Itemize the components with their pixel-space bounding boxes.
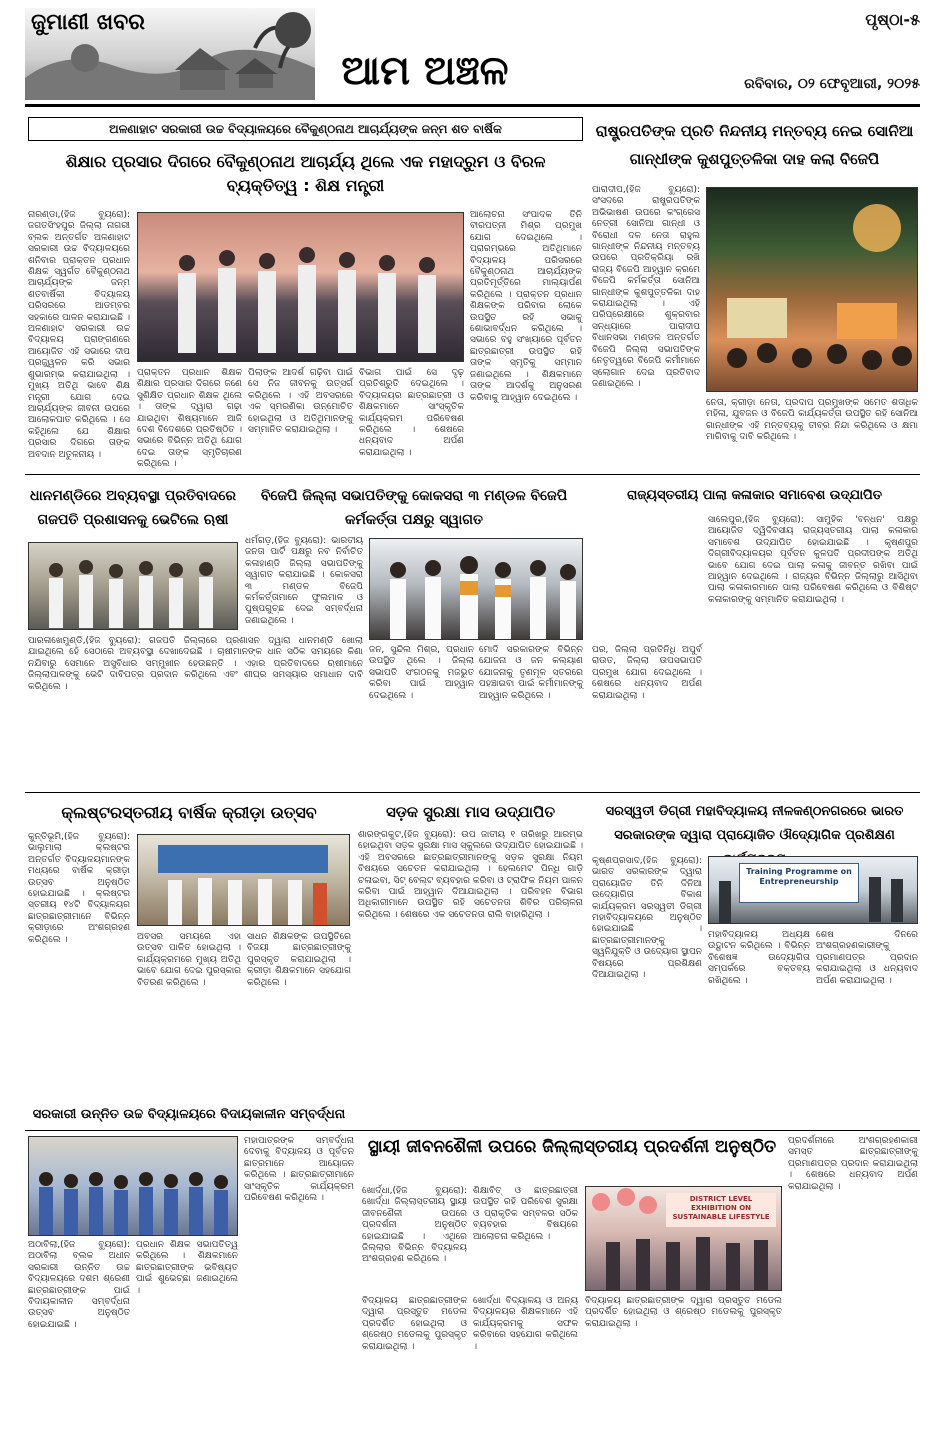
- story-8-banner: Training Programme on Entrepreneurship: [739, 863, 859, 903]
- story-9-col-1: ଅଠାବିଲା,(ହିଜ ବ୍ୟୁରୋ): ଅଠାବିଲା ବ୍ଲକ ଅଧୀନ ସରକାରୀ ଉନ୍ନିତ ଉଚ୍ଚ ବିଦ୍ୟାଳୟରେ ଦଶମ ଶ୍ରେଣୀ ଛାତ୍ରଛାତ୍ରୀଙ୍କ ପାଇଁ ବିଦାୟକାଳୀନ ସମ୍ବର୍ଦ୍ଧନା ଉତ୍ସବ ଅନୁଷ୍ଠିତ ହୋଇଯାଇଛି ।: [28, 1240, 130, 1330]
- page-label: ପୃଷ୍ଠା-୫: [865, 10, 920, 29]
- story-6-col-3: ସାଧନ ଶିକ୍ଷକଙ୍କ ଉପସ୍ଥିତିରେ ବିଜୟୀ ଛାତ୍ରଛାତ୍ରୀଙ୍କୁ ପୁରସ୍କୃତ କରାଯାଇଥିଲା । କ୍ରୀଡ଼ା ଶିକ୍ଷକମାନେ ସହଯୋଗ କରିଥିଲେ ।: [247, 932, 351, 988]
- story-9-col-3: ମହାପାତ୍ରଙ୍କ ସମ୍ବର୍ଦ୍ଧନା ଦେବାକୁ ବିଦ୍ୟାଳୟ ଓ ପୂର୍ବତନ ଛାତ୍ରମାନେ ଆୟୋଜନ କରିଥିଲେ । ଛାତ୍ରଛାତ୍ରୀମାନେ ସାଂସ୍କୃତିକ କାର୍ଯ୍ୟକ୍ରମ ପରିବେଷଣ କରିଥିଲେ ।: [244, 1136, 354, 1204]
- story-1-col-1: ନାରଣ୍ଡା,(ହିଜ ବ୍ୟୁରୋ): ଜଗତସିଂହପୁର ଜିଲ୍ଲା ନାଗରୀ ବ୍ଲକ ଅନ୍ତର୍ଗତ ଅଳଣାହାଟ ସରକାରୀ ଉଚ୍ଚ ବିଦ୍ୟାଳୟରେ ଶନିବାର ପ୍ରାକ୍ତନ ପ୍ରଧାନ ଶିକ୍ଷକ ସ୍ୱର୍ଗତ ବୈକୁଣ୍ଠନାଥ ଆଚାର୍ଯ୍ୟଙ୍କ ଜନ୍ମ ଶତବାର୍ଷିକୀ ବିଦ୍ୟାଳୟ ପରିସରରେ ଆଡମ୍ବର ସହକାରେ ପାଳନ କରାଯାଇଛି । ଅଳଣାହାଟ ସରକାରୀ ଉଚ୍ଚ ବିଦ୍ୟାଳୟ ପ୍ରାଙ୍ଗଣରେ ଆୟୋଜିତ ଏହି ସଭାରେ ଦୀପ ପ୍ରଜ୍ଜ୍ୱଳନ କରି ସଭାର ଶୁଭାରମ୍ଭ କରାଯାଇଥିଲା । ମୁଖ୍ୟ ଅତିଥି ଭାବେ ଶିକ୍ଷ ମନ୍ତ୍ରୀ ଯୋଗ ଦେଇ ଆଚାର୍ଯ୍ୟଙ୍କ ଜୀବନୀ ଉପରେ ଆଲୋକପାତ କରିଥିଲେ । ସେ କହିଥିଲେ ଯେ ଶିକ୍ଷାର ପ୍ରସାର ଦିଗରେ ତାଙ୍କ ଅବଦାନ ଅତୁଳନୀୟ ।: [28, 210, 130, 460]
- story-8-col-3: ଶେଷ ଦିନରେ ଅଂଶଗ୍ରହଣକାରୀଙ୍କୁ ପ୍ରମାଣପତ୍ର ପ୍ରଦାନ କରାଯାଇଥିଲା ଓ ଧନ୍ୟବାଦ ଅର୍ପଣ କରାଯାଇଥିଲା ।: [816, 930, 918, 986]
- story-1-col-2: ପ୍ରାକ୍ତନ ପ୍ରଧାନ ଶିକ୍ଷକ ଶିକ୍ଷାର ପ୍ରସାର ଦିଗରେ ଜଣେ ସୁଶିକ୍ଷିତ ପ୍ରଧାନ ଶିକ୍ଷକ ଥିଲେ । ତାଙ୍କ ଦ୍ୱାରା ଗଢ଼ା ଯାଇଥିବା ଶିଷ୍ୟମାନେ ଆଜି ଦେଶ ବିଦେଶରେ ପ୍ରତିଷ୍ଠିତ । ସଭାରେ ବିଭିନ୍ନ ଅତିଥି ଯୋଗ ଦେଇ ତାଙ୍କ ସ୍ମୃତିଚାରଣ କରିଥିଲେ ।: [137, 368, 242, 470]
- paper-name: ଜୁମାଣୀ ଖବର: [31, 10, 145, 35]
- story-4-photo: [369, 538, 583, 640]
- story-5-headline: ରାଜ୍ୟସ୍ତରୀୟ ପାଲା କଳାକାର ସମାବେଶ ଉଦ୍ଯାପିତ: [626, 488, 883, 503]
- story-6-col-2: ଅବସର ସମୟରେ ଏହା ଉତ୍ସବ ପାଳିତ ହୋଇଥିଲା । କାର୍ଯ୍ୟକ୍ରମରେ ମୁଖ୍ୟ ଅତିଥି ଭାବେ ଯୋଗ ଦେଇ ପୁରସ୍କାର ବିତରଣ କରିଥିଲେ ।: [137, 932, 241, 988]
- divider-3: [25, 1130, 920, 1131]
- story-10-photo: [585, 1186, 782, 1291]
- story-6-headline: କ୍ଲଷ୍ଟରସ୍ତରୀୟ ବାର୍ଷିକ କ୍ରୀଡ଼ା ଉତ୍ସବ: [61, 803, 317, 822]
- story-3-photo: [28, 542, 238, 630]
- story-4-col-1: ଧର୍ମଗଡ଼,(ହିଜ ବ୍ୟୁରୋ): ଭାରତୀୟ ଜନତା ପାର୍ଟି ପକ୍ଷରୁ ନବ ନିର୍ବାଚିତ କଳାହାଣ୍ଡି ଜିଲ୍ଲା ସଭାପତିଙ୍କୁ ସ୍ୱାଗତ କରାଯାଇଛି । କୋକସରା ୩ ମଣ୍ଡଳ ବିଜେପି କର୍ମକର୍ତ୍ତାମାନେ ଫୁଲମାଳ ଓ ପୁଷ୍ପଗୁଚ୍ଛ ଦେଇ ସମ୍ବର୍ଦ୍ଧନା ଜଣାଇଥିଲେ ।: [245, 536, 363, 626]
- story-2-headline: ରାଷ୍ଟ୍ରପତିଙ୍କ ପ୍ରତି ନିନ୍ଦନୀୟ ମନ୍ତବ୍ୟ ନେଇ ସୋନିଆ ଗାନ୍ଧୀଙ୍କ କୁଶପୁତ୍ତଳିକା ଦାହ କଲା ବିଜେପି: [595, 122, 914, 168]
- story-10-banner: DISTRICT LEVEL EXHIBITION ON SUSTAINABLE LIFESTYLE: [666, 1193, 776, 1227]
- story-9-col-2: ପ୍ରଧାନ ଶିକ୍ଷକ ସଭାପତିତ୍ୱ କରିଥିଲେ । ଶିକ୍ଷକମାନେ ଛାତ୍ରଛାତ୍ରୀଙ୍କ ଭବିଷ୍ୟତ ପାଇଁ ଶୁଭେଚ୍ଛା ଜଣାଇଥିଲେ ।: [136, 1240, 238, 1296]
- story-7-body: ଶାରଙ୍ଗକୁଟ,(ହିଜ ବ୍ୟୁରୋ): ଉପ ଜାତୀୟ ୧ ତାରିଖରୁ ଆରମ୍ଭ ହୋଇଥିବା ସଡ଼କ ସୁରକ୍ଷା ମାସ ସ୍କୁଲରେ ଉଦ୍ଯାପିତ ହୋଇଯାଇଛି । ଏହି ଅବସରରେ ଛାତ୍ରଛାତ୍ରୀମାନଙ୍କୁ ସଡ଼କ ସୁରକ୍ଷା ନିୟମ ବିଷୟରେ ସଚେତନ କରାଯାଇଥିଲା । ହେଲମେଟ ପିନ୍ଧି ଗାଡ଼ି ଚଳାଇବା, ସିଟ୍ ବେଲ୍ଟ ବ୍ୟବହାର କରିବା ଓ ଟ୍ରାଫିକ ନିୟମ ପାଳନ କରିବା ପାଇଁ ଆହ୍ୱାନ ଦିଆଯାଇଥିଲା । ପରିବହନ ବିଭାଗ ଅଧିକାରୀମାନେ ଉପସ୍ଥିତ ରହି ସଚେତନତା ଶିବିର ପରିଚାଳନା କରିଥିଲେ । ଶେଷରେ ଏକ ସଚେତନତା ରାଲି ବାହାରିଥିଲା ।: [358, 830, 583, 920]
- exhibition-photo-icon: [586, 1187, 783, 1292]
- story-2-col-1: ପାରାଦୀପ,(ହିଜ ବ୍ୟୁରୋ): ସଂସଦରେ ରାଷ୍ଟ୍ରପତିଙ୍କ ଅଭିଭାଷଣ ଉପରେ କଂଗ୍ରେସ ନେତ୍ରୀ ସୋନିଆ ଗାନ୍ଧୀ ଓ ବିରୋଧୀ ଦଳ ନେତା ରାହୁଲ ଗାନ୍ଧୀଙ୍କ ନିନ୍ଦନୀୟ ମନ୍ତବ୍ୟ ଉପରେ ପ୍ରତିକ୍ରିୟା ରଖି ରାଜ୍ୟ ବିଜେପି ଆହ୍ୱାନ କ୍ରମେ ବିଜେପି କର୍ମକର୍ତ୍ତା ସୋନିଆ ଗାନ୍ଧୀଙ୍କ କୁଶପୁତ୍ତଳିକା ଦାହ କରାଯାଇଥିଲା । ଏହି ପରିପ୍ରେକ୍ଷୀରେ ଶୁକ୍ରବାର ସନ୍ଧ୍ୟାରେ ପାରାଦୀପ ବିଧାନସଭା ମଣ୍ଡଳ ଅନ୍ତର୍ଗତ ବିଜେପି ଜିଲ୍ଲା ସଭାପତିଙ୍କ ନେତୃତ୍ୱରେ ବିଜେପି କର୍ମୀମାନେ ସ୍ଲୋଗାନ ଦେଇ ପ୍ରତିବାଦ ଜଣାଇଥିଲେ ।: [592, 185, 700, 389]
- story-6-photo: [137, 834, 350, 926]
- story-6-col-1: କୁନ୍ତିଭୂମି,(ହିଜ ବ୍ୟୁରୋ): ଭାଲୁମାଲା କ୍ଲଷ୍ଟର ଅନ୍ତର୍ଗତ ବିଦ୍ୟାଳୟମାନଙ୍କ ମଧ୍ୟରେ ବାର୍ଷିକ କ୍ରୀଡ଼ା ଉତ୍ସବ ଅନୁଷ୍ଠିତ ହୋଇଯାଇଛି । କ୍ଲଷ୍ଟର ସ୍ତରୀୟ ୧୪ଟି ବିଦ୍ୟାଳୟର ଛାତ୍ରଛାତ୍ରୀମାନେ ବିଭିନ୍ନ କ୍ରୀଡ଼ାରେ ଅଂଶଗ୍ରହଣ କରିଥିଲେ ।: [28, 832, 130, 945]
- ceremony-photo-icon: [138, 213, 465, 363]
- story-4-col-2: ଜନ, ସୁନ୍ଦିଲ ମିଶ୍ର, ପ୍ରଧାନ ଉପସ୍ଥିତ ଥିଲେ । ଜିଲ୍ଲା ସଭାପତି ସଂଗଠନକୁ ମଜଭୁତ କରିବା ପାଇଁ ଆହ୍ୱାନ ଦେଇଥିଲେ ।: [369, 645, 474, 701]
- story-3-body: ପାରଳାଖେମୁଣ୍ଡି,(ହିଜ ବ୍ୟୁରୋ): ଗଜପତି ଜିଲ୍ଲାରେ ପ୍ରଶାସନ ଦ୍ୱାରା ଧାନମଣ୍ଡି ଖୋଲା ଯାଇଥିଲେ ହେଁ ସେଠାରେ ଅବ୍ୟବସ୍ଥା ଦେଖାଦେଇଛି । ଚାଷୀମାନଙ୍କ ଧାନ ସଠିକ ସମୟରେ କିଣା ନଯିବାରୁ ସେମାନେ ଅସୁବିଧାର ସମ୍ମୁଖୀନ ହେଉଛନ୍ତି । ଏହାର ପ୍ରତିବାଦରେ ଋଷୀମାନେ ଜିଲ୍ଲାପାଳଙ୍କୁ ଭେଟି ଦାବିପତ୍ର ପ୍ରଦାନ କରିଥିଲେ ଏବଂ ଶୀଘ୍ର ସମସ୍ୟାର ସମାଧାନ ଦାବି କରିଥିଲେ ।: [28, 636, 363, 692]
- story-10-headline: ସ୍ଥାୟୀ ଜୀବନଶୈଳୀ ଉପରେ ଜିଲ୍ଲାସ୍ତରୀୟ ପ୍ରଦର୍ଶନୀ ଅନୁଷ୍ଠିତ: [367, 1137, 777, 1157]
- students-photo-icon: [29, 1137, 239, 1237]
- farmers-photo-icon: [29, 543, 239, 631]
- story-4-col-3: ମୋଦି ସରକାରଙ୍କ ବିଭିନ୍ନ ଯୋଜନା ଓ ଜନ କଲ୍ୟାଣ ଯୋଜନାକୁ ତୃଣମୂଳ ସ୍ତରରେ ପହଞ୍ଚାଇବା ପାଇଁ କର୍ମୀମାନଙ୍କୁ ଆହ୍ୱାନ କରିଥିଲେ ।: [479, 645, 583, 701]
- story-2-photo: [706, 187, 918, 392]
- story-1-headline: ଶିକ୍ଷାର ପ୍ରସାର ଦିଗରେ ବୈକୁଣ୍ଠନାଥ ଆଚାର୍ଯ୍ୟ ଥିଲେ ଏକ ମହାଦ୍ରୁମ ଓ ବିରଳ ବ୍ୟକ୍ତିତ୍ୱ : ଶିକ୍ଷ ମନ୍ତ୍ରୀ: [65, 152, 546, 195]
- story-10-col-1: ଖୋର୍ଦ୍ଧା,(ହିଜ ବ୍ୟୁରୋ): ଖୋର୍ଦ୍ଧା ଜିଲ୍ଲାସ୍ତରୀୟ ସ୍ଥାୟୀ ଜୀବନଶୈଳୀ ଉପରେ ପ୍ରଦର୍ଶନୀ ଅନୁଷ୍ଠିତ ହୋଇଯାଇଛି । ଏଥିରେ ଜିଲ୍ଲାର ବିଭିନ୍ନ ବିଦ୍ୟାଳୟ ଅଂଶଗ୍ରହଣ କରିଥିଲେ ।: [362, 1186, 467, 1265]
- story-10-col-3: ବିଦ୍ୟାଳୟ ଛାତ୍ରଛାତ୍ରୀଙ୍କ ଦ୍ୱାରା ପ୍ରସ୍ତୁତ ମଡେଲ ପ୍ରଦର୍ଶିତ ହୋଇଥିଲା ଓ ଶ୍ରେଷ୍ଠ ମଡେଲକୁ ପୁରସ୍କୃତ କରାଯାଇଥିଲା ।: [362, 1296, 467, 1352]
- story-8-headline: ସରସ୍ୱତୀ ଡିଗ୍ରୀ ମହାବିଦ୍ୟାଳୟ ନୀଳକଣ୍ଠନଗରରେ ଭାରତ ସରକାରଙ୍କ ଦ୍ୱାରା ପ୍ରାୟୋଜିତ ଔଦ୍ୟୋଗିକ ପ୍ରଶିକ୍ଷଣ: [605, 804, 904, 843]
- story-10-col-4: ଖୋର୍ଦ୍ଧା ବିଦ୍ୟାଳୟ ଓ ଅନ୍ୟ ବିଦ୍ୟାଳୟର ଶିକ୍ଷକମାନେ ଏହି କାର୍ଯ୍ୟକ୍ରମକୁ ସଫଳ କରିବାରେ ସହଯୋଗ କରିଥିଲେ ।: [473, 1296, 578, 1352]
- masthead: [25, 8, 920, 104]
- story-1-col-4: ବିଭାଗ ପାଇଁ ସେ ଦୃଢ଼ ପ୍ରତିଶ୍ରୁତି ଦେଇଥିଲେ । ବିଦ୍ୟାଳୟର ଛାତ୍ରଛାତ୍ରୀ ଓ ଶିକ୍ଷକମାନେ ସାଂସ୍କୃତିକ କାର୍ଯ୍ୟକ୍ରମ ପରିବେଷଣ କରିଥିଲେ । ଶେଷରେ ଧନ୍ୟବାଦ ଅର୍ପଣ କରାଯାଇଥିଲା ।: [359, 368, 464, 458]
- divider-1: [25, 474, 920, 475]
- story-1-photo: [137, 212, 464, 362]
- story-8-photo: [708, 856, 918, 924]
- story-1-col-3: ପିଲାଙ୍କ ଆଦର୍ଶ ଗଢ଼ିବା ପାଇଁ ସେ ନିଜ ଜୀବନକୁ ଉତ୍ସର୍ଗ କରିଥିଲେ । ଏହି ଅବସରରେ ଏକ ସ୍ମରଣିକା ଉନ୍ମୋଚିତ ହୋଇଥିଲା ଓ ଅତିଥିମାନଙ୍କୁ ସମ୍ମାନିତ କରାଯାଇଥିଲା ।: [248, 368, 353, 436]
- story-9-headline: ସରକାରୀ ଉନ୍ନିତ ଉଚ୍ଚ ବିଦ୍ୟାଳୟରେ ବିଦାୟକାଳୀନ ସମ୍ବର୍ଦ୍ଧନା: [32, 1107, 346, 1122]
- story-1-kicker: ଅଳଣାହାଟ ସରକାରୀ ଉଚ୍ଚ ବିଦ୍ୟାଳୟରେ ବୈକୁଣ୍ଠନାଥ ଆଚାର୍ଯ୍ୟଙ୍କ ଜନ୍ମ ଶତ ବାର୍ଷିକ: [28, 117, 583, 141]
- story-7-headline: ସଡ଼କ ସୁରକ୍ଷା ମାସ ଉଦ୍ଯାପିତ: [385, 803, 556, 821]
- story-4-col-4: ପର, ଜିଲ୍ଲା ପ୍ରତିନିଧି ଅପୁର୍ବ ରାଉତ, ଜିଲ୍ଲା ଉପସଭାପତି ପ୍ରମୁଖ ଯୋଗ ଦେଇଥିଲେ । ଶେଷରେ ଧନ୍ୟବାଦ ଅର୍ପଣ କରାଯାଇଥିଲା ।: [592, 645, 702, 701]
- training-photo-icon: [709, 857, 919, 925]
- protest-photo-icon: [707, 188, 919, 393]
- story-3-headline: ଧାନମଣ୍ଡିରେ ଅବ୍ୟବସ୍ଥା ପ୍ରତିବାଦରେ ଗଜପତି ପ୍ରଶାସନକୁ ଭେଟିଲେ ଋଷୀ: [30, 488, 236, 528]
- story-5-body: ସାଲେପୁର,(ହିଜ ବ୍ୟୁରୋ): ସାମୁହିକ 'ବନ୍ଧନ' ପକ୍ଷରୁ ଆୟୋଜିତ ଦ୍ୱିଦିବସୀୟ ରାଜ୍ୟସ୍ତରୀୟ ପାଲା କଳାକାର ସମାବେଶ ଉଦ୍ଯାପିତ ହୋଇଯାଇଛି । କୃଷ୍ଣପୁର ଦିଗ୍ରୀବିଦ୍ୟାଳୟର ପୂର୍ବତନ କୁଳପତି ପ୍ରଦୀପଙ୍କ ଅତିଥି ଭାବେ ଯୋଗ ଦେଇ ପାଲା କଳାକୁ ଜୀବନ୍ତ ରଖିବା ପାଇଁ ଆହ୍ୱାନ ଦେଇଥିଲେ । ରାଜ୍ୟର ବିଭିନ୍ନ ଜିଲ୍ଲାରୁ ଆସିଥିବା ପାଲା କଳାକାରମାନେ ପାଲା ପରିବେଷଣ କରିଥିଲେ ଓ ବିଶିଷ୍ଟ କଳାକାରଙ୍କୁ ସମ୍ମାନିତ କରାଯାଇଥିଲା ।: [708, 515, 918, 605]
- story-8-col-1: କୃଷ୍ଣପ୍ରସାଦ,(ହିଜ ବ୍ୟୁରୋ): ଭାରତ ସରକାରଙ୍କ ଦ୍ୱାରା ପ୍ରାୟୋଜିତ ତିନି ଦିନିଆ ଉଦ୍ୟୋଗିତା ବିକାଶ କାର୍ଯ୍ୟକ୍ରମ ସରସ୍ୱତୀ ଡିଗ୍ରୀ ମହାବିଦ୍ୟାଳୟରେ ଅନୁଷ୍ଠିତ ହୋଇଯାଇଛି । ଛାତ୍ରଛାତ୍ରୀମାନଙ୍କୁ ସ୍ୱନିଯୁକ୍ତି ଓ ଉଦ୍ୟୋଗ ସ୍ଥାପନ ବିଷୟରେ ପ୍ରଶିକ୍ଷଣ ଦିଆଯାଇଥିଲା ।: [592, 856, 702, 981]
- story-8-col-2: ମହାବିଦ୍ୟାଳୟ ଅଧ୍ୟକ୍ଷ ଉଦ୍ଘାଟନ କରିଥିଲେ । ବିଭିନ୍ନ ବିଶେଷଜ୍ଞ ଉଦ୍ୟୋଗିତା ସମ୍ପର୍କରେ ବକ୍ତବ୍ୟ ରଖିଥିଲେ ।: [708, 930, 810, 986]
- felicitation-photo-icon: [370, 539, 584, 641]
- masthead-rule: [25, 104, 920, 107]
- story-10-col-6: ବିଦ୍ୟାଳୟ ଛାତ୍ରଛାତ୍ରୀଙ୍କ ଦ୍ୱାରା ପ୍ରସ୍ତୁତ ମଡେଲ ପ୍ରଦର୍ଶିତ ହୋଇଥିଲା ଓ ଶ୍ରେଷ୍ଠ ମଡେଲକୁ ପୁରସ୍କୃତ କରାଯାଇଥିଲା ।: [585, 1296, 782, 1329]
- story-4-headline: ବିଜେପି ଜିଲ୍ଲା ସଭାପତିଙ୍କୁ କୋକସରା ୩ ମଣ୍ଡଳ ବିଜେପି କର୍ମକର୍ତ୍ତା ପକ୍ଷରୁ ସ୍ୱାଗତ: [260, 488, 568, 528]
- section-title: ଆମ ଅଞ୍ଚଳ: [341, 48, 509, 94]
- dateline: ରବିବାର, ୦୨ ଫେବୃଆରୀ, ୨୦୨୫: [744, 76, 920, 92]
- story-2-col-2: ନେତା, କ୍ରୀଡ଼ା ନେତା, ପ୍ରଦାପ ପ୍ରମୁଖଙ୍କ ସମେତ ଶତାଧିକ ମହିଳା, ଯୁବଜନ ଓ ବିଜେପି କାର୍ଯ୍ୟକର୍ତ୍ତା ଉପସ୍ଥିତ ରହି ସୋନିଆ ଗାନ୍ଧୀଙ୍କ ଏହି ମନ୍ତବ୍ୟକୁ ତୀବ୍ର ନିନ୍ଦା କରିଥିଲେ ଓ କ୍ଷମା ମାଗିବାକୁ ଦାବି କରିଥିଲେ ।: [706, 398, 918, 443]
- story-10-col-5: ପ୍ରଦର୍ଶନୀରେ ଅଂଶଗ୍ରହଣକାରୀ ସମସ୍ତ ଛାତ୍ରଛାତ୍ରୀଙ୍କୁ ପ୍ରମାଣପତ୍ର ପ୍ରଦାନ କରାଯାଇଥିଲା । ଶେଷରେ ଧନ୍ୟବାଦ ଅର୍ପଣ କରାଯାଇଥିଲା ।: [788, 1136, 918, 1192]
- divider-2: [25, 792, 920, 793]
- story-1-col-5: ଆଲୋଚନା ସଂପାଦକ ତିନି ବୀରପତ୍ନୀ ମିଶ୍ର ପ୍ରମୁଖ ଯୋଗ ଦେଇଥିଲେ । ପ୍ରାରମ୍ଭରେ ଅତିଥିମାନେ ବିଦ୍ୟାଳୟ ପରିସରରେ ବୈକୁଣ୍ଠନାଥ ଆଚାର୍ଯ୍ୟଙ୍କ ପ୍ରତିମୂର୍ତ୍ତିରେ ମାଲ୍ୟାର୍ପଣ କରିଥିଲେ । ପ୍ରାକ୍ତନ ପ୍ରଧାନ ଶିକ୍ଷକଙ୍କ ପରିବାର ଲୋକେ ଉପସ୍ଥିତ ରହି ସଭାକୁ ଶୋଭାବର୍ଦ୍ଧନ କରିଥିଲେ । ସଭାରେ ବହୁ ସଂଖ୍ୟାରେ ପୂର୍ବତନ ଛାତ୍ରଛାତ୍ରୀ ଉପସ୍ଥିତ ରହି ତାଙ୍କ ସ୍ମୃତିକୁ ସମ୍ମାନ ଜଣାଇଥିଲେ । ଶିକ୍ଷକମାନେ ତାଙ୍କ ଆଦର୍ଶକୁ ଅନୁସରଣ କରିବାକୁ ଆହ୍ୱାନ ଦେଇଥିଲେ ।: [470, 210, 582, 403]
- sports-photo-icon: [138, 835, 351, 927]
- story-9-photo: [28, 1136, 238, 1236]
- story-10-col-2: ଶିକ୍ଷାବିତ୍ ଓ ଛାତ୍ରଛାତ୍ରୀ ଉପସ୍ଥିତ ରହି ପରିବେଶ ସୁରକ୍ଷା ଓ ପ୍ରାକୃତିକ ସମ୍ବଳର ସଠିକ ବ୍ୟବହାର ବିଷୟରେ ଆଲୋଚନା କରିଥିଲେ ।: [473, 1186, 578, 1242]
